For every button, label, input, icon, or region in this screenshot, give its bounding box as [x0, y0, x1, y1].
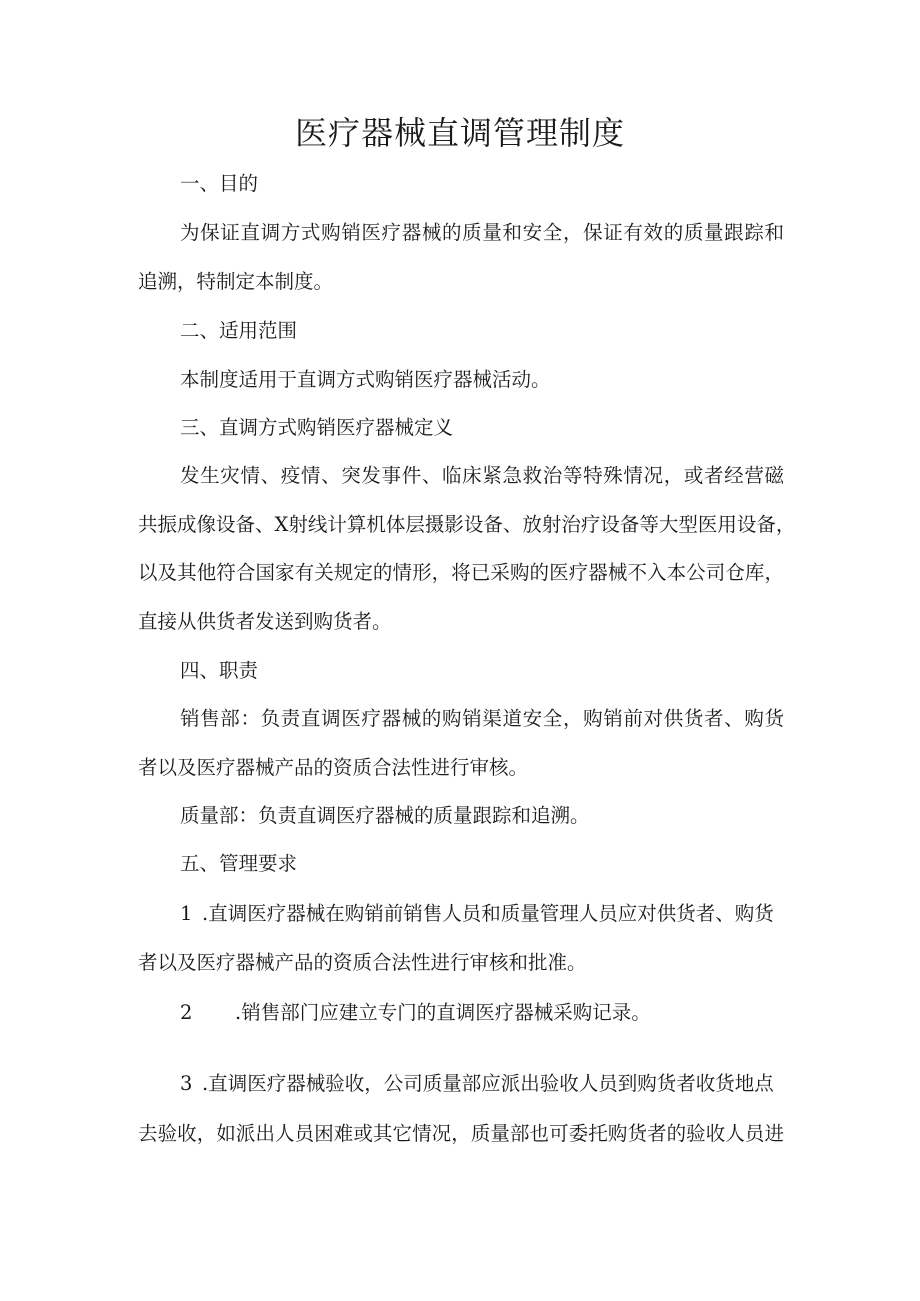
- paragraph-line: 去验收，如派出人员困难或其它情况，质量部也可委托购货者的验收人员进: [138, 1122, 784, 1145]
- paragraph-line: 者以及医疗器械产品的资质合法性进行审核和批准。: [138, 951, 587, 974]
- paragraph-line: 者以及医疗器械产品的资质合法性进行审核。: [138, 756, 529, 779]
- paragraph-line: 以及其他符合国家有关规定的情形，将已采购的医疗器械不入本公司仓库，: [138, 561, 784, 584]
- paragraph-line: 追溯，特制定本制度。: [138, 270, 334, 293]
- paragraph-line: 为保证直调方式购销医疗器械的质量和安全，保证有效的质量跟踪和: [180, 221, 784, 244]
- paragraph-line: 共振成像设备、X射线计算机体层摄影设备、放射治疗设备等大型医用设备，: [138, 513, 796, 536]
- list-item-number: 3: [180, 1072, 193, 1095]
- section-heading-scope: 二、适用范围: [180, 319, 298, 342]
- section-heading-responsibilities: 四、职责: [180, 659, 259, 682]
- list-item-text: .直调医疗器械验收，公司质量部应派出验收人员到购货者收货地点: [202, 1072, 774, 1095]
- list-item-number: 1: [180, 902, 193, 925]
- paragraph-line: 直接从供货者发送到购货者。: [138, 610, 392, 633]
- section-heading-requirements: 五、管理要求: [180, 852, 298, 875]
- paragraph-line: 发生灾情、疫情、突发事件、临床紧急救治等特殊情况，或者经营磁: [180, 464, 784, 487]
- list-item-3-line: [180, 1074, 774, 1094]
- list-item-text: .直调医疗器械在购销前销售人员和质量管理人员应对供货者、购货: [202, 902, 774, 925]
- paragraph-line: 本制度适用于直调方式购销医疗器械活动。: [180, 368, 551, 391]
- list-item-1-line: [180, 904, 774, 924]
- list-item-text: .销售部门应建立专门的直调医疗器械采购记录。: [235, 1001, 651, 1024]
- paragraph-line: 质量部：负责直调医疗器械的质量跟踪和追溯。: [180, 804, 590, 827]
- paragraph-line: 销售部：负责直调医疗器械的购销渠道安全，购销前对供货者、购货: [180, 707, 784, 730]
- list-item-2-line: [180, 1003, 651, 1023]
- section-heading-definition: 三、直调方式购销医疗器械定义: [180, 416, 454, 439]
- section-heading-purpose: 一、目的: [180, 172, 259, 195]
- list-item-number: 2: [180, 1001, 193, 1024]
- document-title: 医疗器械直调管理制度: [294, 114, 625, 152]
